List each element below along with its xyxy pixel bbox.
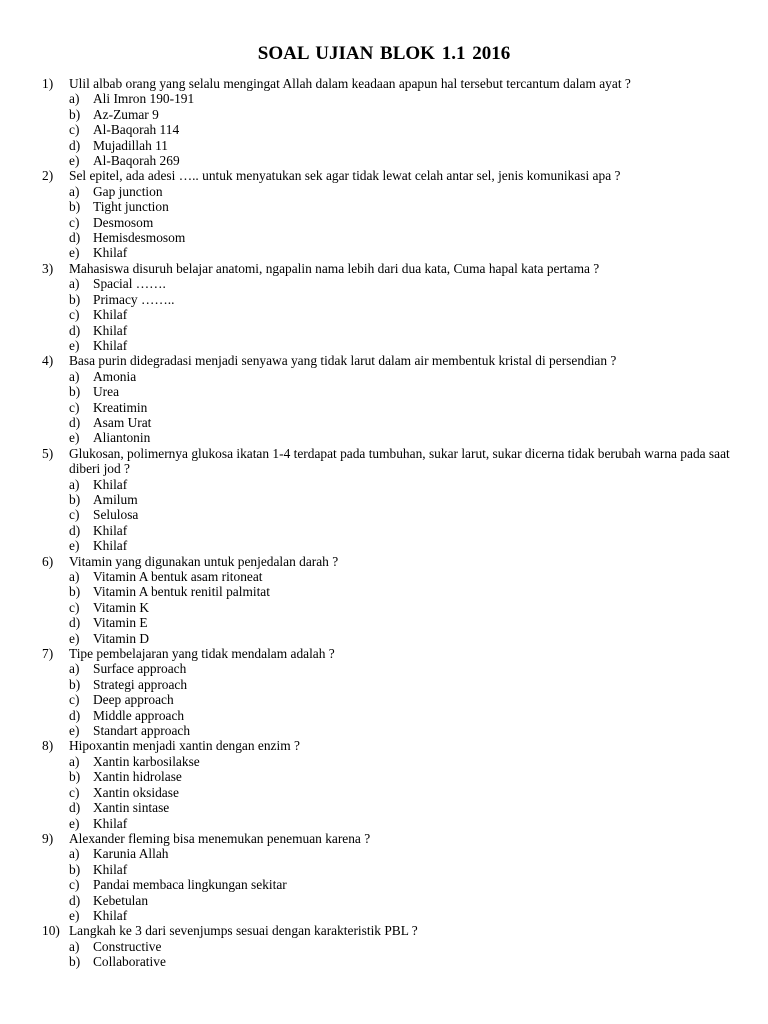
option-letter: a) [69, 753, 80, 769]
option-text: Karunia Allah [93, 846, 169, 862]
option-letter: d) [69, 414, 81, 430]
option-letter: a) [69, 846, 80, 862]
option-text: Az-Zumar 9 [93, 106, 159, 122]
option-text: Khilaf [93, 322, 128, 338]
option-text: Primacy …….. [93, 291, 175, 307]
answer-option [42, 369, 732, 384]
option-text: Strategi approach [93, 676, 188, 692]
option-text: Desmosom [93, 214, 154, 230]
option-text: Vitamin E [93, 615, 148, 631]
question-line [42, 923, 732, 938]
answer-option [42, 908, 732, 923]
answer-option [42, 384, 732, 399]
option-text: Xantin sintase [93, 800, 170, 816]
option-text: Kebetulan [93, 892, 149, 908]
option-text: Vitamin D [93, 630, 150, 646]
answer-option [42, 323, 732, 338]
option-letter: b) [69, 106, 81, 122]
question-line [42, 554, 732, 569]
option-letter: d) [69, 892, 81, 908]
answer-option [42, 631, 732, 646]
option-text: Khilaf [93, 861, 128, 877]
answer-option [42, 292, 732, 307]
question-line [42, 76, 732, 91]
option-text: Collaborative [93, 954, 166, 970]
option-letter: c) [69, 599, 80, 615]
question-text: Ulil albab orang yang selalu mengingat Allah dalam keadaan apapun hal tersebut tercantum dalam ayat ? [69, 76, 631, 91]
option-text: Vitamin A bentuk asam ritoneat [93, 569, 263, 584]
option-letter: c) [69, 214, 80, 230]
answer-option [42, 692, 732, 707]
option-text: Al-Baqorah 269 [93, 153, 180, 169]
answer-option [42, 893, 732, 908]
answer-option [42, 785, 732, 800]
option-text: Xantin hidrolase [93, 769, 182, 785]
answer-option [42, 507, 732, 522]
option-text: Pandai membaca lingkungan sekitar [93, 877, 287, 893]
answer-option [42, 754, 732, 769]
question-number: 3) [42, 260, 54, 276]
option-letter: a) [69, 569, 80, 584]
option-text: Kreatimin [93, 399, 148, 415]
question-item [42, 923, 732, 969]
option-letter: e) [69, 337, 80, 353]
answer-option [42, 400, 732, 415]
question-line [42, 446, 732, 477]
option-text: Khilaf [93, 907, 128, 923]
answer-option [42, 492, 732, 507]
option-text: Amilum [93, 491, 138, 507]
answer-option [42, 415, 732, 430]
question-text: Langkah ke 3 dari sevenjumps sesuai dengan karakteristik PBL ? [69, 923, 418, 939]
option-letter: a) [69, 183, 80, 199]
option-text: Gap junction [93, 183, 163, 199]
answer-option [42, 538, 732, 553]
answer-option [42, 430, 732, 445]
answer-option [42, 107, 732, 122]
question-item [42, 831, 732, 923]
question-number: 7) [42, 646, 54, 662]
option-letter: a) [69, 938, 80, 954]
answer-option [42, 307, 732, 322]
option-list [42, 276, 732, 353]
option-letter: c) [69, 399, 80, 415]
question-line [42, 353, 732, 368]
option-text: Mujadillah 11 [93, 137, 169, 153]
answer-option [42, 862, 732, 877]
option-text: Amonia [93, 368, 137, 384]
option-text: Asam Urat [93, 414, 152, 430]
option-text: Ali Imron 190-191 [93, 91, 195, 107]
option-letter: c) [69, 692, 80, 708]
answer-option [42, 523, 732, 538]
option-letter: a) [69, 276, 80, 292]
option-letter: d) [69, 800, 81, 816]
option-letter: a) [69, 476, 80, 492]
question-number: 10) [42, 923, 60, 939]
answer-option [42, 199, 732, 214]
option-text: Surface approach [93, 661, 187, 677]
option-letter: b) [69, 384, 81, 400]
option-text: Hemisdesmosom [93, 230, 186, 246]
option-letter: b) [69, 491, 81, 507]
option-letter: e) [69, 430, 80, 446]
option-list [42, 91, 732, 168]
option-list [42, 754, 732, 831]
option-text: Tight junction [93, 199, 169, 215]
option-letter: a) [69, 661, 80, 677]
question-list [42, 76, 732, 970]
option-text: Khilaf [93, 245, 128, 261]
question-item [42, 76, 732, 168]
question-number: 9) [42, 830, 54, 846]
answer-option [42, 477, 732, 492]
option-letter: d) [69, 137, 81, 153]
option-letter: d) [69, 522, 81, 538]
question-number: 5) [42, 445, 54, 461]
question-text: Hipoxantin menjadi xantin dengan enzim ? [69, 738, 300, 754]
answer-option [42, 954, 732, 969]
option-text: Constructive [93, 938, 162, 954]
question-text: Glukosan, polimernya glukosa ikatan 1-4 terdapat pada tumbuhan, sukar larut, sukar dicerna tidak berubah warna pada saat diberi jod ? [69, 445, 730, 477]
answer-option [42, 800, 732, 815]
option-text: Standart approach [93, 723, 191, 739]
answer-option [42, 677, 732, 692]
option-letter: c) [69, 507, 80, 523]
option-text: Khilaf [93, 538, 128, 554]
option-text: Khilaf [93, 522, 128, 538]
option-text: Khilaf [93, 337, 128, 353]
option-letter: b) [69, 584, 81, 600]
question-item [42, 554, 732, 646]
option-letter: c) [69, 877, 80, 893]
question-line [42, 831, 732, 846]
option-text: Vitamin A bentuk renitil palmitat [93, 584, 270, 600]
option-letter: e) [69, 538, 80, 554]
option-letter: c) [69, 784, 80, 800]
option-text: Khilaf [93, 815, 128, 831]
question-text: Vitamin yang digunakan untuk penjedalan darah ? [69, 553, 339, 569]
option-list [42, 569, 732, 646]
answer-option [42, 153, 732, 168]
option-text: Urea [93, 384, 120, 400]
question-line [42, 738, 732, 753]
answer-option [42, 138, 732, 153]
option-letter: d) [69, 230, 81, 246]
option-letter: a) [69, 368, 80, 384]
question-text: Basa purin didegradasi menjadi senyawa yang tidak larut dalam air membentuk kristal di persendian ? [69, 353, 617, 369]
question-item [42, 261, 732, 353]
question-item [42, 738, 732, 830]
answer-option [42, 569, 732, 584]
option-text: Vitamin K [93, 599, 150, 615]
question-number: 6) [42, 553, 54, 569]
answer-option [42, 939, 732, 954]
option-letter: e) [69, 245, 80, 261]
answer-option [42, 846, 732, 861]
answer-option [42, 615, 732, 630]
option-letter: c) [69, 307, 80, 323]
answer-option [42, 245, 732, 260]
question-number: 1) [42, 76, 54, 91]
option-list [42, 939, 732, 970]
answer-option [42, 215, 732, 230]
option-text: Middle approach [93, 707, 185, 723]
question-item [42, 353, 732, 445]
option-letter: b) [69, 676, 81, 692]
answer-option [42, 276, 732, 291]
option-letter: e) [69, 815, 80, 831]
answer-option [42, 122, 732, 137]
answer-option [42, 584, 732, 599]
question-item [42, 646, 732, 738]
answer-option [42, 184, 732, 199]
option-text: Spacial ……. [93, 276, 166, 292]
option-text: Khilaf [93, 307, 128, 323]
answer-option [42, 600, 732, 615]
option-letter: d) [69, 615, 81, 631]
option-letter: c) [69, 122, 80, 138]
question-text: Mahasiswa disuruh belajar anatomi, ngapalin nama lebih dari dua kata, Cuma hapal kata pertama ? [69, 260, 600, 276]
option-letter: e) [69, 723, 80, 739]
option-letter: e) [69, 907, 80, 923]
answer-option [42, 708, 732, 723]
option-text: Khilaf [93, 476, 128, 492]
option-letter: b) [69, 769, 81, 785]
option-list [42, 661, 732, 738]
answer-option [42, 661, 732, 676]
answer-option [42, 230, 732, 245]
option-letter: b) [69, 199, 81, 215]
option-list [42, 846, 732, 923]
option-text: Selulosa [93, 507, 139, 523]
option-letter: d) [69, 322, 81, 338]
page-title: SOAL UJIAN BLOK 1.1 2016 [257, 43, 511, 64]
option-text: Xantin oksidase [93, 784, 179, 800]
option-text: Xantin karbosilakse [93, 753, 200, 769]
question-text: Tipe pembelajaran yang tidak mendalam adalah ? [69, 646, 335, 662]
option-letter: b) [69, 954, 81, 970]
question-line [42, 168, 732, 183]
question-text: Alexander fleming bisa menemukan penemuan karena ? [69, 830, 371, 846]
question-line [42, 261, 732, 276]
question-number: 2) [42, 168, 54, 184]
question-number: 8) [42, 738, 54, 754]
option-letter: b) [69, 291, 81, 307]
option-letter: e) [69, 630, 80, 646]
option-list [42, 369, 732, 446]
option-letter: d) [69, 707, 81, 723]
answer-option [42, 877, 732, 892]
question-number: 4) [42, 353, 54, 369]
answer-option [42, 769, 732, 784]
answer-option [42, 338, 732, 353]
answer-option [42, 91, 732, 106]
question-item [42, 168, 732, 260]
option-text: Al-Baqorah 114 [93, 122, 180, 138]
option-letter: a) [69, 91, 80, 107]
answer-option [42, 816, 732, 831]
answer-option [42, 723, 732, 738]
option-text: Aliantonin [93, 430, 151, 446]
option-list [42, 477, 732, 554]
option-text: Deep approach [93, 692, 174, 708]
question-item [42, 446, 732, 554]
option-list [42, 184, 732, 261]
option-letter: b) [69, 861, 81, 877]
question-text: Sel epitel, ada adesi ….. untuk menyatukan sek agar tidak lewat celah antar sel, jenis komunikasi apa ? [69, 168, 621, 184]
question-line [42, 646, 732, 661]
option-letter: e) [69, 153, 80, 169]
